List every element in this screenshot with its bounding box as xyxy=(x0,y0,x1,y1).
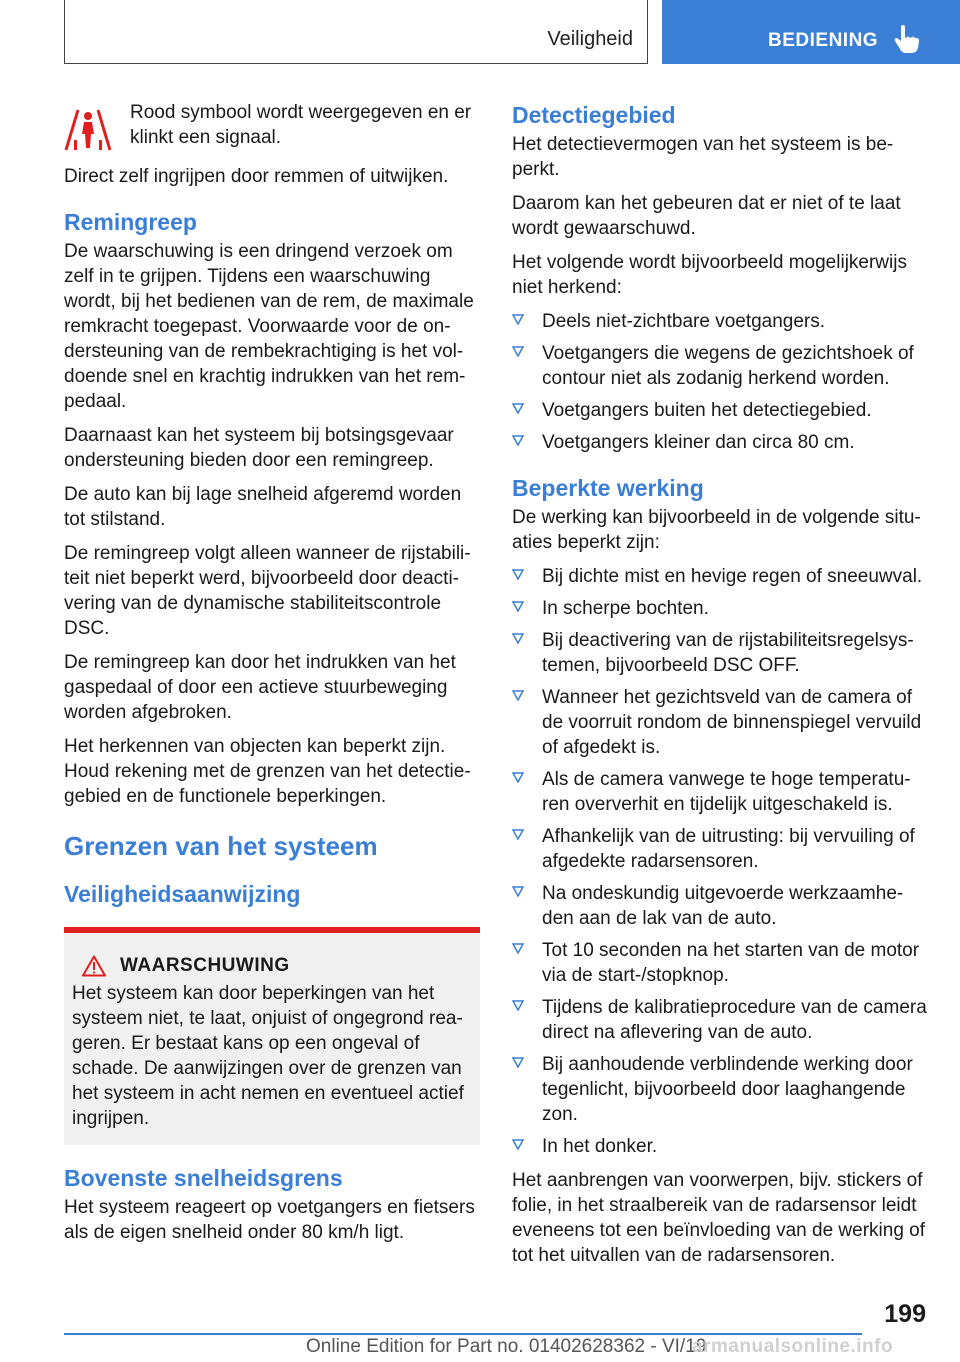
list-item-text: In scherpe bochten. xyxy=(542,598,709,619)
footer-watermark: armanualsonline.info xyxy=(692,1336,894,1357)
footer-edition: Online Edition for Part no. 01402628362 - VI/19 xyxy=(306,1336,707,1357)
beperkte-list xyxy=(512,564,928,1159)
list-item-text: Deels niet-zichtbare voetgangers. xyxy=(542,311,826,332)
header-section-box xyxy=(64,0,648,64)
warning-triangle-icon xyxy=(82,955,106,977)
detectie-list xyxy=(512,309,928,455)
list-item xyxy=(512,995,928,1045)
warning-title-row xyxy=(72,955,472,977)
list-item-text: Voetgangers buiten het detectiegebied. xyxy=(542,400,872,421)
list-item xyxy=(512,628,928,678)
warning-text: Het systeem kan door beperkingen van het systeem niet, te laat, onjuist of ongegrond rea-geren. Er bestaat kans op een ongeval of schade. De aanwijzingen over de grenzen van het systeem in acht nemen en eventueel actief ingrijpen. xyxy=(72,983,464,1129)
list-item-text: Tot 10 seconden na het starten van de motor via de start-/stopknop. xyxy=(542,940,920,986)
list-item xyxy=(512,767,928,817)
beperkte-intro: De werking kan bijvoorbeeld in de volgende situ-aties beperkt zijn: xyxy=(512,507,921,553)
remingreep-paragraph: De remingreep kan door het indrukken van het gaspedaal of door een actieve stuurbeweging worden afgebroken. xyxy=(64,652,456,723)
triangle-bullet-icon xyxy=(512,1056,524,1068)
list-item xyxy=(512,824,928,874)
list-item-text: Als de camera vanwege te hoge temperatu-ren oververhit en tijdelijk uitgeschakeld is. xyxy=(542,769,911,815)
remingreep-paragraph: De auto kan bij lage snelheid afgeremd worden tot stilstand. xyxy=(64,484,462,530)
list-item-text: Bij deactivering van de rijstabiliteitsregelsys-temen, bijvoorbeeld DSC OFF. xyxy=(542,630,914,676)
intro-row xyxy=(64,100,480,152)
closing-text: Het aanbrengen van voorwerpen, bijv. stickers of folie, in het straalbereik van de radarsensor leidt eveneens tot een beïnvloeding van de werking of tot het uitvallen van de radarsensoren. xyxy=(512,1170,926,1266)
triangle-bullet-icon xyxy=(512,568,524,580)
action-text: Direct zelf ingrijpen door remmen of uitwijken. xyxy=(64,166,449,187)
detectie-paragraph: Daarom kan het gebeuren dat er niet of te laat wordt gewaarschuwd. xyxy=(512,193,901,239)
header-chapter-tab xyxy=(662,0,960,64)
remingreep-paragraph: Het herkennen van objecten kan beperkt zijn. Houd rekening met de grenzen van het detectie-gebied en de functionele beperkingen. xyxy=(64,736,471,807)
pedestrian-warning-icon xyxy=(64,102,112,152)
triangle-bullet-icon xyxy=(512,632,524,644)
list-item xyxy=(512,1134,928,1159)
page-number: 199 xyxy=(884,1300,926,1328)
list-item-text: Na ondeskundig uitgevoerde werkzaamhe-den aan de lak van de auto. xyxy=(542,883,904,929)
header-chapter-title: BEDIENING xyxy=(768,30,879,51)
triangle-bullet-icon xyxy=(512,434,524,446)
list-item xyxy=(512,564,928,589)
remingreep-paragraph: Daarnaast kan het systeem bij botsingsgevaar ondersteuning bieden door een remingreep. xyxy=(64,425,454,471)
triangle-bullet-icon xyxy=(512,600,524,612)
left-column xyxy=(64,100,480,1254)
list-item xyxy=(512,341,928,391)
remingreep-paragraph: De remingreep volgt alleen wanneer de rijstabili-teit niet beperkt werd, bijvoorbeeld door deacti-vering van de dynamische stabiliteitscontrole DSC. xyxy=(64,543,471,639)
triangle-bullet-icon xyxy=(512,999,524,1011)
list-item xyxy=(512,881,928,931)
list-item xyxy=(512,398,928,423)
list-item-text: Voetgangers kleiner dan circa 80 cm. xyxy=(542,432,855,453)
triangle-bullet-icon xyxy=(512,402,524,414)
veiligheid-heading: Veiligheidsaanwijzing xyxy=(64,881,301,907)
list-item xyxy=(512,1052,928,1127)
beperkte-heading: Beperkte werking xyxy=(512,475,704,501)
triangle-bullet-icon xyxy=(512,689,524,701)
list-item-text: In het donker. xyxy=(542,1136,658,1157)
triangle-bullet-icon xyxy=(512,1138,524,1150)
grenzen-heading: Grenzen van het systeem xyxy=(64,831,378,861)
footer-divider xyxy=(64,1333,862,1335)
triangle-bullet-icon xyxy=(512,313,524,325)
list-item-text: Bij aanhoudende verblindende werking door tegenlicht, bijvoorbeeld door laaghangende zon. xyxy=(542,1054,913,1125)
triangle-bullet-icon xyxy=(512,771,524,783)
triangle-bullet-icon xyxy=(512,345,524,357)
warning-box xyxy=(64,927,480,1145)
list-item-text: Voetgangers die wegens de gezichtshoek of contour niet als zodanig herkend worden. xyxy=(542,343,914,389)
triangle-bullet-icon xyxy=(512,885,524,897)
list-item-text: Tijdens de kalibratieprocedure van de camera direct na aflevering van de auto. xyxy=(542,997,927,1043)
list-item-text: Bij dichte mist en hevige regen of sneeuwval. xyxy=(542,566,923,587)
bovenste-heading: Bovenste snelheidsgrens xyxy=(64,1165,343,1191)
list-item-text: Wanneer het gezichtsveld van de camera of de voorruit rondom de binnenspiegel vervuild of afgedekt is. xyxy=(542,687,922,758)
list-item xyxy=(512,596,928,621)
list-item xyxy=(512,430,928,455)
header-section-title: Veiligheid xyxy=(547,28,633,50)
remingreep-heading: Remingreep xyxy=(64,209,197,235)
triangle-bullet-icon xyxy=(512,828,524,840)
remingreep-paragraph: De waarschuwing is een dringend verzoek om zelf in te grijpen. Tijdens een waarschuwing wordt, bij het bedienen van de rem, de maximale remkracht toegepast. Voorwaarde voor de on-dersteuning van de rembekrachtiging is het vol-doende snel en krachtig indrukken van het rem-pedaal. xyxy=(64,241,474,412)
detectie-heading: Detectiegebied xyxy=(512,102,676,128)
list-item xyxy=(512,309,928,334)
pointing-hand-icon xyxy=(894,24,920,54)
detectie-paragraph: Het volgende wordt bijvoorbeeld mogelijkerwijs niet herkend: xyxy=(512,252,907,298)
list-item xyxy=(512,938,928,988)
right-column xyxy=(512,100,928,1277)
detectie-paragraph: Het detectievermogen van het systeem is be-perkt. xyxy=(512,134,894,180)
triangle-bullet-icon xyxy=(512,942,524,954)
warning-title: WAARSCHUWING xyxy=(120,955,290,976)
list-item-text: Afhankelijk van de uitrusting: bij vervuiling of afgedekte radarsensoren. xyxy=(542,826,915,872)
intro-text: Rood symbool wordt weergegeven en er klinkt een signaal. xyxy=(130,102,472,148)
list-item xyxy=(512,685,928,760)
bovenste-text: Het systeem reageert op voetgangers en fietsers als de eigen snelheid onder 80 km/h ligt. xyxy=(64,1197,475,1243)
